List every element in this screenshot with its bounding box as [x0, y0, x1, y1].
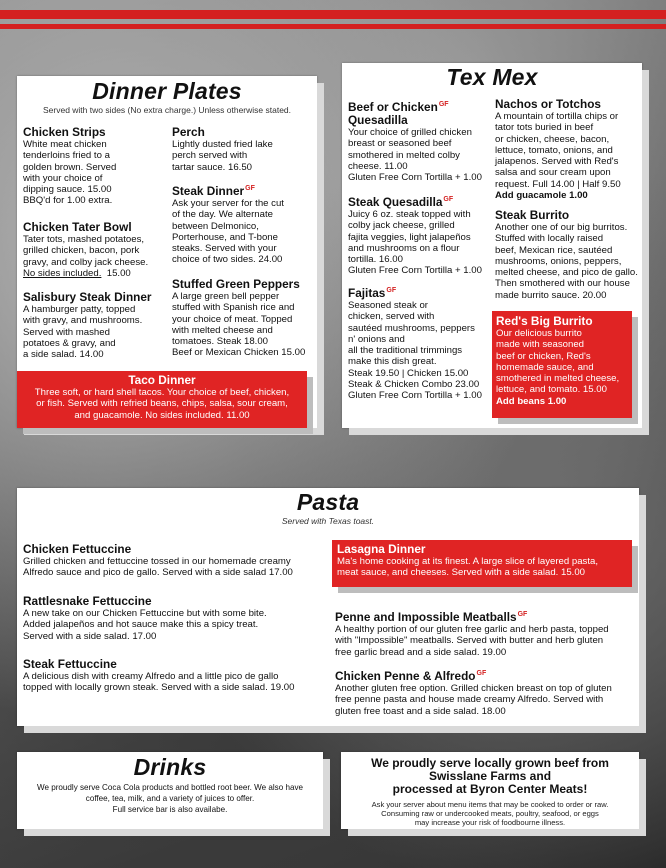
item-desc-line: Lightly dusted fried lake [172, 139, 273, 150]
top-red-stripe-thin [0, 24, 666, 29]
item-price-line: tortilla. 16.00 [348, 254, 403, 266]
item-desc-line: with melted cheese and [172, 324, 273, 336]
item-desc-line: free penne pasta and house made creamy Alfredo. Served with [335, 694, 604, 706]
item-price-line: made burrito sauce. 20.00 [495, 289, 607, 301]
item-name: Stuffed Green Peppers [172, 277, 300, 291]
item-price-line: tartar sauce. 16.50 [172, 161, 252, 173]
gluten-free-badge: GF [245, 185, 255, 192]
gluten-free-badge: GF [476, 670, 487, 677]
item-desc-line: with gravy, and mushrooms. [23, 315, 143, 327]
menu-item-chicken-fettuccine [23, 543, 333, 579]
menu-item-beef-chicken-quesadilla [348, 98, 493, 183]
item-price-line: Beef or Mexican Chicken 15.00 [172, 347, 306, 359]
item-desc-line: Three soft, or hard shell tacos. Your choice of beef, chicken, [34, 387, 290, 398]
item-desc-line: A healthy portion of our gluten free garlic and herb pasta, topped [335, 623, 609, 635]
item-name: Salisbury Steak Dinner [23, 290, 152, 304]
item-name: Chicken Penne & Alfredo [335, 668, 476, 683]
reds-big-burrito-box [492, 311, 632, 418]
item-desc-line: Another one of our big burritos. [495, 222, 628, 233]
item-name-cont: Quesadilla [348, 112, 408, 127]
item-desc-line: fajita veggies, light jalapeños [348, 231, 471, 243]
item-desc-line: A new take on our Chicken Fettuccine but with some bite. [23, 608, 267, 619]
item-desc-line: melted cheese, and pico de gallo. [495, 267, 638, 279]
item-desc-line: colby jack cheese, grilled [348, 220, 455, 232]
item-name: Perch [172, 125, 205, 139]
item-desc-line: tator tots buried in beef [495, 122, 594, 134]
item-desc-line: Ask your server for the cut [172, 197, 284, 209]
item-price-line: Gluten Free Corn Tortilla + 1.00 [348, 390, 482, 402]
item-price-line: a side salad. 14.00 [23, 349, 104, 361]
menu-item-penne-impossible-meatballs [335, 608, 635, 658]
item-name: Penne and Impossible Meatballs [335, 609, 517, 624]
menu-item-steak-dinner [172, 182, 317, 266]
item-name: Rattlesnake Fettuccine [23, 594, 152, 608]
item-desc-line: Stuffed with locally raised [495, 233, 604, 245]
item-desc-line: Served with mashed [23, 326, 110, 338]
gluten-free-badge: GF [517, 611, 528, 618]
item-desc-line: or fish. Served with refried beans, chips, salsa, sour cream, [36, 398, 288, 410]
item-desc-line: Seasoned steak or [348, 299, 429, 311]
item-price-line: request. Full 14.00 | Half 9.50 [495, 178, 621, 190]
item-price-line: Steak & Chicken Combo 23.00 [348, 379, 480, 390]
gluten-free-badge: GF [443, 196, 454, 203]
item-price-line: gluten free toast and a side salad. 18.00 [335, 705, 506, 717]
item-desc-line: homemade sauce, and [496, 361, 594, 373]
item-name: Steak Burrito [495, 208, 570, 222]
item-desc-line: grilled chicken, bacon, pork [23, 245, 140, 257]
item-desc-line: n' onions and [348, 333, 405, 345]
item-desc-line: golden brown. Served [23, 161, 117, 173]
item-price-line: topped with locally grown steak. Served with a side salad. 19.00 [23, 682, 295, 694]
item-desc-line: White meat chicken [23, 139, 107, 150]
item-price-line: cheese. 11.00 [348, 160, 408, 172]
pasta-subtitle: Served with Texas toast. [281, 516, 375, 526]
item-name: Chicken Tater Bowl [23, 220, 132, 234]
item-desc-line: Juicy 6 oz. steak topped with [348, 208, 471, 220]
add-on-line: Add beans 1.00 [496, 395, 567, 407]
item-price-line: and guacamole. No sides included. 11.00 [74, 409, 250, 421]
item-name: Steak Dinner [172, 183, 245, 198]
item-desc-line: salsa and sour cream upon [495, 167, 611, 179]
menu-item-salisbury-steak [23, 291, 173, 360]
item-desc-line: chicken, served with [348, 311, 435, 323]
menu-item-chicken-tater-bowl [23, 221, 173, 279]
item-desc-line: your choice of meat. Topped [172, 313, 293, 325]
item-price-line: tomatoes. Steak 18.00 [172, 336, 268, 348]
menu-item-chicken-penne-alfredo [335, 667, 635, 717]
item-desc-line: jalapenos. Served with Red's [495, 156, 619, 168]
item-desc-line: Added jalapeños and hot sauce make this a spicy treat. [23, 619, 259, 631]
notice-headline-line: processed at Byron Center Meats! [392, 782, 588, 796]
menu-item-chicken-strips [23, 126, 173, 207]
menu-item-stuffed-green-peppers [172, 278, 317, 359]
item-name: Lasagna Dinner [337, 542, 426, 556]
item-name: Steak Fettuccine [23, 657, 117, 671]
item-desc-line: with your choice of [23, 172, 103, 184]
item-desc-line: gravy, and colby jack cheese. [23, 256, 149, 268]
menu-item-steak-fettuccine [23, 658, 333, 694]
pasta-panel [17, 488, 639, 726]
item-desc-line: Tater tots, mashed potatoes, [23, 234, 145, 245]
item-name: Taco Dinner [128, 373, 196, 387]
item-desc-line: Then smothered with our house [495, 278, 630, 290]
dinner-plates-subtitle: Served with two sides (No extra charge.) Unless otherwise stated. [42, 105, 292, 115]
beef-notice-panel [341, 752, 639, 829]
item-price-line: lettuce, and tomato. 15.00 [496, 384, 607, 396]
menu-item-fajitas [348, 284, 493, 402]
item-price-line: Gluten Free Corn Tortilla + 1.00 [348, 265, 482, 277]
notice-fine-print: may increase your risk of foodbourne illness. [414, 818, 566, 827]
item-desc-line: potatoes & gravy, and [23, 337, 116, 349]
item-desc-line: of the day. We alternate [172, 209, 273, 221]
item-desc-line: lettuce, tomato, onions, and [495, 144, 613, 156]
item-desc-line: tenderloins fried to a [23, 150, 110, 162]
drinks-desc-line: Full service bar is also availabe. [112, 805, 228, 814]
item-desc-line: Our delicious burrito [496, 328, 582, 339]
item-desc-line: Another gluten free option. Grilled chicken breast on top of gluten [335, 682, 612, 694]
drinks-desc-line: coffee, tea, milk, and a variety of juices to offer. [85, 794, 255, 803]
tex-mex-title: Tex Mex [446, 64, 538, 90]
item-desc-line: perch served with [172, 150, 248, 162]
gluten-free-badge: GF [438, 101, 449, 108]
item-desc-line: beef, Mexican rice, sautéed [495, 244, 613, 256]
item-name: Red's Big Burrito [496, 314, 593, 328]
menu-item-steak-quesadilla [348, 193, 493, 277]
no-sides-note: No sides included. [23, 267, 102, 279]
item-name: Fajitas [348, 285, 386, 300]
item-price-line: Steak 19.50 | Chicken 15.00 [348, 367, 469, 379]
pasta-title: Pasta [296, 489, 360, 515]
item-price-line: meat sauce, and cheeses. Served with a side salad. 15.00 [337, 567, 585, 579]
item-desc-line: make this dish great. [348, 356, 437, 368]
item-desc-line: sautéed mushrooms, peppers [348, 322, 475, 334]
gluten-free-badge: GF [386, 287, 397, 294]
item-desc-line: A delicious dish with creamy Alfredo and a little pico de gallo [23, 671, 279, 682]
item-desc-line: A mountain of tortilla chips or [495, 111, 619, 122]
item-desc-line: Porterhouse, and T-bone [172, 231, 278, 243]
item-price-line: free garlic bread and a side salad. 19.00 [335, 646, 507, 658]
item-name: Chicken Fettuccine [23, 542, 132, 556]
item-desc-line: Your choice of grilled chicken [348, 126, 472, 138]
item-price-line: Served with a side salad. 17.00 [23, 630, 157, 642]
item-desc-line: A large green bell pepper [172, 291, 280, 302]
lasagna-dinner-box [332, 540, 632, 587]
item-price: 15.00 [106, 267, 131, 279]
taco-dinner-box [17, 371, 307, 428]
item-price-line: dipping sauce. 15.00 [23, 184, 112, 196]
item-desc-line: smothered in melted cheese, [496, 373, 620, 385]
drinks-desc-line: We proudly serve Coca Cola products and bottled root beer. We also have [36, 783, 304, 792]
menu-item-steak-burrito [495, 209, 640, 301]
item-name: Steak Quesadilla [348, 194, 443, 209]
menu-item-perch [172, 126, 317, 173]
item-desc-line: A hamburger patty, topped [23, 304, 136, 315]
item-name: Beef or Chicken [348, 99, 438, 114]
item-name: Nachos or Totchos [495, 97, 601, 111]
notice-headline-line: We proudly serve locally grown beef from [371, 756, 609, 770]
item-desc-line: between Delmonico, [172, 220, 259, 232]
item-desc-line: made with seasoned [496, 339, 584, 351]
item-price-line: BBQ'd for 1.00 extra. [23, 195, 113, 207]
item-desc-line: with "Impossible" meatballs. Served with butter and herb gluten [335, 635, 604, 647]
notice-headline-line: Swisslane Farms and [428, 769, 552, 783]
add-on-line: Add guacamole 1.00 [495, 190, 588, 202]
item-name: Chicken Strips [23, 125, 106, 139]
item-desc-line: smothered in melted colby [348, 149, 460, 161]
item-price-line: Alfredo sauce and pico de gallo. Served with a side salad 17.00 [23, 567, 293, 579]
notice-fine-print: Consuming raw or undercooked meats, poultry, seafood, or eggs [381, 809, 599, 818]
drinks-panel [17, 752, 323, 829]
menu-item-rattlesnake-fettuccine [23, 595, 333, 642]
item-price-line: choice of two sides. 24.00 [172, 254, 283, 266]
item-desc-line: steaks. Served with your [172, 243, 277, 255]
dinner-plates-title: Dinner Plates [92, 78, 242, 104]
item-desc-line: breast or seasoned beef [348, 138, 452, 150]
item-desc-line: mushrooms, onions, peppers, [495, 255, 622, 267]
item-price-line: Gluten Free Corn Tortilla + 1.00 [348, 172, 482, 184]
item-desc-line: stuffed with Spanish rice and [172, 302, 295, 314]
notice-fine-print: Ask your server about menu items that may be cooked to order or raw. [371, 800, 609, 809]
drinks-title: Drinks [133, 754, 207, 780]
item-desc-line: Ma's home cooking at its finest. A large slice of layered pasta, [337, 556, 598, 567]
item-desc-line: and mushrooms on a flour [348, 242, 460, 254]
menu-item-nachos-totchos [495, 98, 640, 201]
top-red-stripe [0, 10, 666, 19]
item-desc-line: all the traditional trimmings [348, 345, 463, 357]
item-desc-line: or chicken, cheese, bacon, [495, 133, 610, 145]
item-desc-line: beef or chicken, Red's [496, 350, 591, 362]
item-desc-line: Grilled chicken and fettuccine tossed in our homemade creamy [23, 556, 291, 567]
